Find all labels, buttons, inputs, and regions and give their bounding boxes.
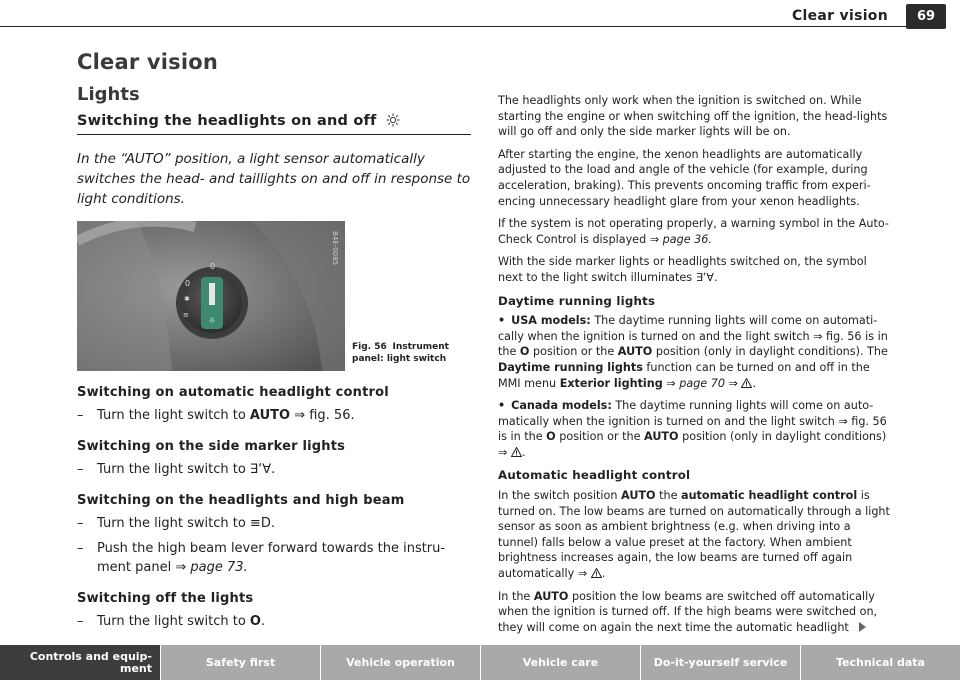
- step-item: – Turn the light switch to AUTO ⇒ fig. 56.: [77, 408, 355, 423]
- topic-title: [77, 113, 471, 135]
- photo-id-code: B4E-0085: [331, 231, 339, 266]
- topic-title-text: Switching the headlights on and off: [77, 113, 377, 129]
- topic-intro: In the “AUTO” position, a light sensor automatically switches the head- and taillights on and off in response to light conditions.: [77, 151, 471, 207]
- bullet-usa: • USA models: The daytime running lights will come on automati-cally when the ignition is turned on and the light switch ⇒ fig. 56 is in the O position or the AUTO position (only in daylight conditions). The Daytime running lights function can be turned on and off in the MMI menu Exterior lighting ⇒ page 70 ⇒ .: [498, 314, 888, 390]
- paragraph: After starting the engine, the xenon headlights are automatically adjusted to the load and angle of the vehicle (for example, during acceleration, braking). This prevents oncoming traffic from experi-encing unnecessary headlight glare from your xenon headlights.: [498, 147, 871, 208]
- left-column: [77, 50, 471, 631]
- figure-caption: [352, 341, 471, 365]
- bullet-canada: • Canada models: The daytime running lights will come on auto-matically when the ignition is turned on and the light switch ⇒ fig. 56 is in the O position or the AUTO position (only in daylight conditions) ⇒ .: [498, 399, 887, 459]
- figure-caption-label: Fig. 56: [352, 342, 387, 352]
- tab-vehicle-operation[interactable]: Vehicle operation: [321, 645, 480, 680]
- paragraph: In the AUTO position the low beams are switched off automatically when the ignition is turned off. If the high beams were switched on, they will come on again the next time the automatic headlight: [498, 589, 878, 634]
- continue-arrow-icon: [859, 622, 866, 632]
- step-item: – Push the high beam lever forward towards the instru-ment panel ⇒ page 73.: [77, 541, 446, 575]
- step-item: – Turn the light switch to O.: [77, 614, 266, 629]
- light-switch-photo: [77, 221, 345, 371]
- header-rule: [0, 26, 906, 27]
- section-title: Clear vision: [77, 50, 219, 74]
- tab-do-it-yourself-service[interactable]: Do-it-yourself service: [641, 645, 800, 680]
- warning-triangle-icon: [741, 377, 752, 387]
- paragraph: If the system is not operating properly, a warning symbol in the Auto-Check Control is displayed ⇒ page 36.: [498, 217, 889, 246]
- tab-vehicle-care[interactable]: Vehicle care: [481, 645, 640, 680]
- step-heading-side-markers: Switching on the side marker lights: [77, 439, 346, 454]
- svg-text:✱: ✱: [184, 295, 190, 303]
- tab-controls-and-equipment[interactable]: Controls and equip-ment: [0, 645, 160, 680]
- paragraph: With the side marker lights or headlights switched on, the symbol next to the light switch illuminates ∃‘∀.: [498, 255, 867, 284]
- tab-safety-first[interactable]: Safety first: [161, 645, 320, 680]
- heading-automatic-headlight-control: Automatic headlight control: [498, 468, 691, 483]
- figure-56: [77, 221, 471, 371]
- paragraph: In the switch position AUTO the automatic headlight control is turned on. The low beams are turned on automatically through a light sensor as soon as ambient brightness (e.g. when driving into a tunnel) falls below a value preset at the factory. When ambient brightness increases again, the low beams are turned off again automatically ⇒ .: [498, 489, 890, 581]
- step-item: – Turn the light switch to ∃‘∀.: [77, 462, 276, 477]
- tab-technical-data[interactable]: Technical data: [801, 645, 960, 680]
- sun-icon: [382, 113, 400, 129]
- svg-text:0: 0: [210, 262, 216, 271]
- svg-text:0: 0: [185, 279, 191, 288]
- subsection-title: Lights: [77, 84, 140, 105]
- heading-daytime-running-lights: Daytime running lights: [498, 293, 656, 308]
- right-column: [498, 93, 891, 642]
- paragraph: The headlights only work when the ignition is switched on. While starting the engine or when switching off the ignition, the head-lights will go off and only the side marker lights will be on.: [498, 94, 888, 139]
- page-number-badge: 69: [906, 4, 946, 29]
- page-reference-link[interactable]: page 70: [679, 376, 725, 390]
- running-header-title: Clear vision: [791, 8, 888, 24]
- step-heading-auto: Switching on automatic headlight control: [77, 385, 389, 400]
- chapter-tab-bar: [0, 645, 960, 680]
- svg-text:☼: ☼: [208, 316, 216, 325]
- warning-triangle-icon: [511, 446, 522, 456]
- page-reference-link[interactable]: page 36.: [662, 232, 712, 246]
- svg-text:≡: ≡: [183, 311, 189, 319]
- step-item: – Turn the light switch to ≡D.: [77, 516, 275, 531]
- warning-triangle-icon: [591, 567, 602, 577]
- step-heading-headlights: Switching on the headlights and high beam: [77, 493, 405, 508]
- step-heading-off: Switching off the lights: [77, 591, 254, 606]
- figure-caption-text: Instrument panel: light switch: [352, 342, 449, 364]
